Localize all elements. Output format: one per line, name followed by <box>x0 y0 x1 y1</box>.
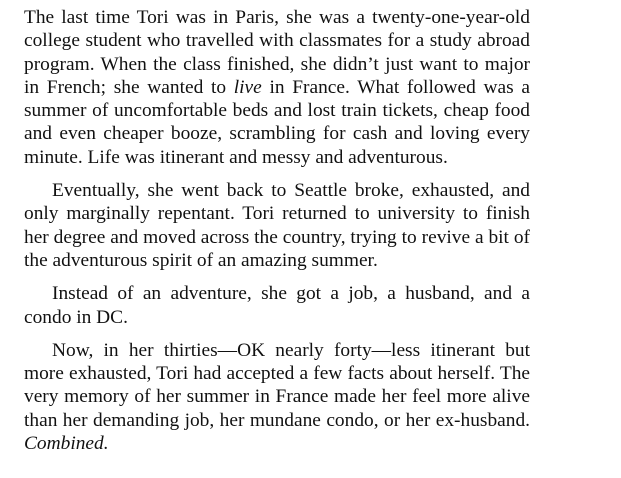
paragraph-4-emphasis: Combined. <box>24 433 109 455</box>
paragraph-1-text-after: in France. What followed was a summer of uncomfortable beds and lost train tickets, cheap food and even cheaper booze, scrambling for cash and loving every minute. Life was itinerant and messy and adventurous. <box>24 76 530 168</box>
paragraph-1-text-before: The last time Tori was in Paris, she was a twenty-one-year-old college student who travelled with classmates for a study abroad program. When the class finished, she didn’t just want to major in French; she wanted to <box>24 7 530 98</box>
paragraph-3: Instead of an adventure, she got a job, a husband, and a condo in DC. <box>24 283 530 328</box>
paragraph-4 <box>24 339 530 455</box>
paragraph-2: Eventually, she went back to Seattle broke, exhausted, and only marginally repentant. Tori returned to university to finish her degree and moved across the country, trying to revive a bit of the adventurous spirit of an amazing summer. <box>24 180 530 271</box>
paragraph-4-text-before: Now, in her thirties—OK nearly forty—less itinerant but more exhausted, Tori had accepted a few facts about herself. The very memory of her summer in France made her feel more alive than her demanding job, her mundane condo, or her ex-husband. <box>24 339 530 431</box>
paragraph-1 <box>24 6 530 169</box>
paragraph-1-emphasis: live <box>233 76 262 98</box>
document-page <box>24 6 530 465</box>
